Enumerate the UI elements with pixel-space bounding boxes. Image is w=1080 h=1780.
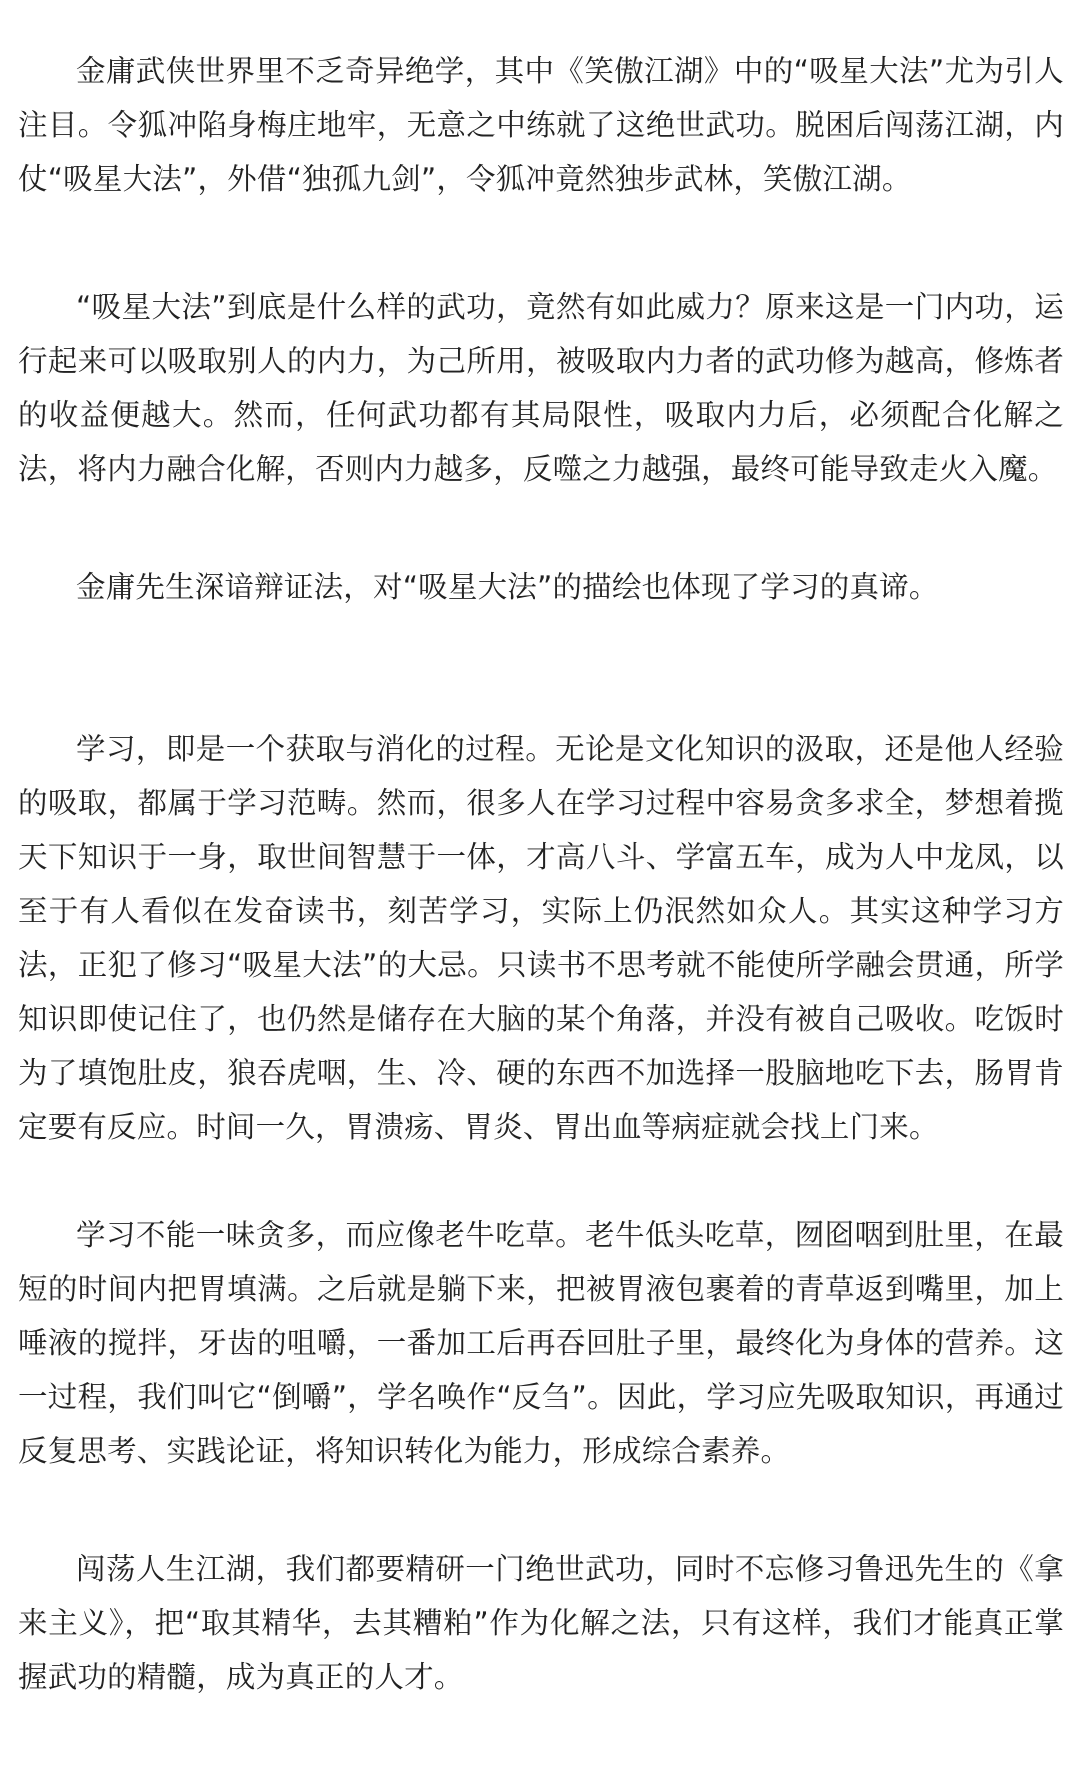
paragraph-conclusion: 闯荡人生江湖，我们都要精研一门绝世武功，同时不忘修习鲁迅先生的《拿来主义》，把“取其精华，去其糟粕”作为化解之法，只有这样，我们才能真正掌握武功的精髓，成为真正的人才。 [18, 1552, 1064, 1694]
paragraph-explanation: “吸星大法”到底是什么样的武功，竟然有如此威力？原来这是一门内功，运行起来可以吸取别人的内力，为己所用，被吸取内力者的武功修为越高，修炼者的收益便越大。然而，任何武功都有其局限性，吸取内力后，必须配合化解之法，将内力融合化解，否则内力越多，反噬之力越强，最终可能导致走火入魔。 [18, 290, 1064, 486]
paragraph-thesis: 金庸先生深谙辩证法，对“吸星大法”的描绘也体现了学习的真谛。 [76, 570, 939, 604]
paragraph-rumination: 学习不能一味贪多，而应像老牛吃草。老牛低头吃草，囫囵咽到肚里，在最短的时间内把胃填满。之后就是躺下来，把被胃液包裹着的青草返到嘴里，加上唾液的搅拌，牙齿的咀嚼，一番加工后再吞回肚子里，最终化为身体的营养。这一过程，我们叫它“倒嚼”，学名唤作“反刍”。因此，学习应先吸取知识，再通过反复思考、实践论证，将知识转化为能力，形成综合素养。 [18, 1218, 1064, 1468]
paragraph-learning-process: 学习，即是一个获取与消化的过程。无论是文化知识的汲取，还是他人经验的吸取，都属于学习范畴。然而，很多人在学习过程中容易贪多求全，梦想着揽天下知识于一身，取世间智慧于一体，才高八斗、学富五车，成为人中龙凤，以至于有人看似在发奋读书，刻苦学习，实际上仍泯然如众人。其实这种学习方法，正犯了修习“吸星大法”的大忌。只读书不思考就不能使所学融会贯通，所学知识即使记住了，也仍然是储存在大脑的某个角落，并没有被自己吸收。吃饭时为了填饱肚皮，狼吞虎咽，生、冷、硬的东西不加选择一股脑地吃下去，肠胃肯定要有反应。时间一久，胃溃疡、胃炎、胃出血等病症就会找上门来。 [18, 732, 1064, 1144]
paragraph-intro: 金庸武侠世界里不乏奇异绝学，其中《笑傲江湖》中的“吸星大法”尤为引人注目。令狐冲陷身梅庄地牢，无意之中练就了这绝世武功。脱困后闯荡江湖，内仗“吸星大法”，外借“独孤九剑”，令狐冲竟然独步武林，笑傲江湖。 [18, 54, 1064, 196]
